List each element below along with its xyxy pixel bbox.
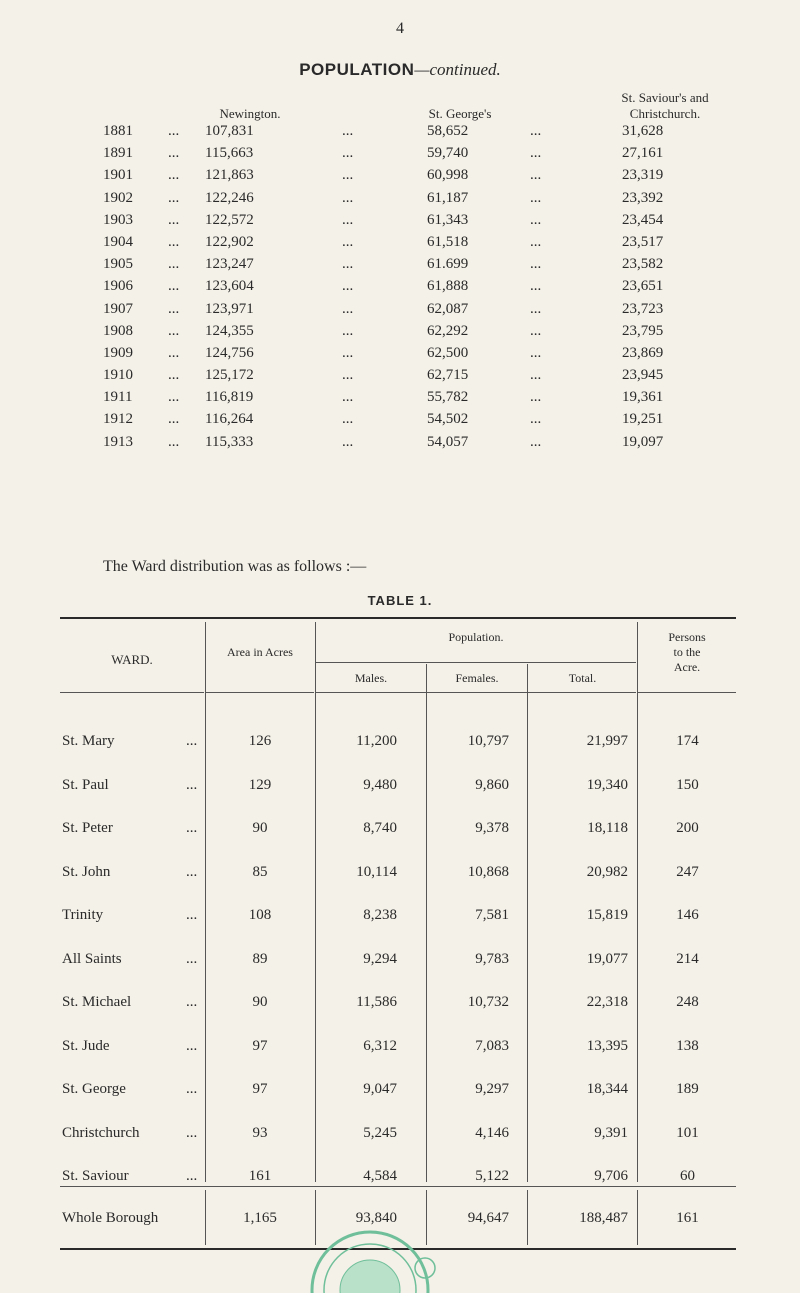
leader-dots: ... — [168, 256, 180, 273]
leader-dots: ... — [168, 211, 180, 228]
leader-dots: ... — [168, 300, 180, 317]
ward-persons: 247 — [676, 863, 699, 880]
ward-total: 19,340 — [586, 776, 628, 793]
ward-row — [0, 907, 800, 951]
leader-dots: ... — [530, 145, 542, 162]
ward-females: 10,732 — [467, 994, 509, 1010]
population-st-georges: 60,998 — [427, 167, 469, 184]
population-st-saviours: 19,361 — [622, 389, 664, 406]
population-st-georges: 62,715 — [427, 367, 469, 384]
ward-females: 9,783 — [475, 950, 509, 967]
ward-name: St. Saviour — [62, 1168, 129, 1184]
population-st-saviours: 23,651 — [622, 278, 664, 295]
th-persons-line3: Acre. — [673, 660, 701, 674]
population-year: 1909 — [103, 344, 133, 361]
ward-females: 10,797 — [467, 733, 509, 749]
leader-dots: ... — [168, 233, 180, 250]
ward-persons: 146 — [676, 907, 699, 923]
population-row — [0, 212, 800, 234]
population-st-georges: 62,500 — [427, 344, 469, 361]
population-st-georges: 58,652 — [427, 123, 469, 139]
th-total: Total. — [568, 671, 597, 685]
ward-name: St. John — [62, 863, 111, 880]
leader-dots: ... — [186, 907, 198, 923]
population-st-saviours: 23,454 — [622, 211, 664, 228]
ward-males: 8,238 — [363, 907, 397, 923]
leader-dots: ... — [342, 411, 354, 428]
ward-persons: 189 — [676, 1081, 699, 1097]
population-row — [0, 345, 800, 367]
population-st-saviours: 23,795 — [622, 322, 664, 339]
leader-dots: ... — [342, 123, 354, 139]
leader-dots: ... — [342, 322, 354, 339]
heading-main: POPULATION — [299, 60, 415, 79]
ward-females: 9,378 — [475, 820, 509, 836]
population-newington: 123,604 — [205, 278, 254, 295]
leader-dots: ... — [530, 322, 542, 339]
ward-total: 20,982 — [586, 863, 628, 880]
header-rule-ward — [60, 692, 204, 693]
ward-persons: 150 — [676, 776, 699, 793]
ward-row — [0, 1168, 800, 1212]
leader-dots: ... — [186, 1037, 198, 1054]
leader-dots: ... — [342, 189, 354, 206]
page-number: 4 — [396, 20, 404, 37]
ward-males: 4,584 — [363, 1168, 397, 1184]
leader-dots: ... — [168, 278, 180, 295]
population-st-saviours: 23,517 — [622, 233, 664, 250]
population-row — [0, 323, 800, 345]
leader-dots: ... — [342, 233, 354, 250]
ward-total: 15,819 — [586, 907, 628, 923]
col-head-st-saviours-line2: Christchurch. — [629, 106, 701, 121]
leader-dots: ... — [530, 211, 542, 228]
header-rule-persons — [638, 692, 736, 693]
ward-total: 18,118 — [587, 820, 628, 836]
th-persons-line2: to the — [673, 645, 701, 659]
ward-area: 129 — [248, 776, 272, 793]
header-rule-area — [206, 692, 314, 693]
population-row — [0, 389, 800, 411]
leader-dots: ... — [342, 278, 354, 295]
population-st-saviours: 23,945 — [622, 367, 664, 384]
ward-persons: 174 — [676, 733, 699, 749]
ward-persons: 101 — [676, 1124, 699, 1141]
population-newington: 125,172 — [205, 367, 254, 384]
th-males: Males. — [354, 671, 388, 685]
ward-males: 8,740 — [363, 820, 397, 836]
ward-males: 11,586 — [356, 994, 397, 1010]
total-females: 94,647 — [467, 1210, 509, 1226]
table-title: TABLE 1. — [367, 593, 433, 608]
th-persons — [638, 630, 736, 675]
ward-area: 126 — [248, 733, 272, 749]
ward-name: St. Mary — [62, 733, 115, 749]
population-table — [0, 123, 800, 456]
leader-dots: ... — [342, 344, 354, 361]
leader-dots: ... — [186, 733, 198, 749]
leader-dots: ... — [530, 233, 542, 250]
th-females: Females. — [455, 671, 499, 685]
ward-row — [0, 864, 800, 908]
population-year: 1907 — [103, 300, 133, 317]
population-st-saviours: 31,628 — [622, 123, 664, 139]
ward-area: 108 — [248, 907, 272, 923]
ward-area: 90 — [252, 994, 268, 1010]
leader-dots: ... — [186, 1168, 198, 1184]
population-year: 1901 — [103, 167, 133, 184]
col-head-st-georges: St. George's — [428, 106, 492, 121]
population-row — [0, 167, 800, 189]
leader-dots: ... — [342, 167, 354, 184]
leader-dots: ... — [530, 300, 542, 317]
ward-females: 7,581 — [475, 907, 509, 923]
leader-dots: ... — [168, 123, 180, 139]
population-newington: 123,247 — [205, 256, 254, 273]
population-row — [0, 123, 800, 145]
leader-dots: ... — [168, 145, 180, 162]
population-row — [0, 190, 800, 212]
ward-total: 21,997 — [586, 733, 628, 749]
ward-persons: 138 — [676, 1037, 699, 1054]
col-head-st-saviours-line1: St. Saviour's and — [621, 90, 709, 105]
col-head-newington: Newington. — [219, 106, 281, 121]
col-head-st-saviours — [590, 90, 740, 122]
population-row — [0, 411, 800, 433]
ward-row — [0, 1038, 800, 1082]
ward-females: 10,868 — [467, 863, 509, 880]
leader-dots: ... — [342, 256, 354, 273]
ward-persons: 214 — [676, 950, 699, 967]
population-st-saviours: 23,582 — [622, 256, 664, 273]
population-st-georges: 62,087 — [427, 300, 469, 317]
population-st-saviours: 23,723 — [622, 300, 664, 317]
ward-total: 18,344 — [586, 1081, 628, 1097]
ward-name: St. Paul — [62, 776, 109, 793]
population-st-georges: 61,518 — [427, 233, 469, 250]
population-year: 1905 — [103, 256, 133, 273]
population-newington: 122,902 — [205, 233, 254, 250]
leader-dots: ... — [342, 145, 354, 162]
population-newington: 124,355 — [205, 322, 254, 339]
population-year: 1912 — [103, 411, 133, 428]
population-st-georges: 61,187 — [427, 189, 469, 206]
leader-dots: ... — [186, 1124, 198, 1141]
ward-males: 11,200 — [356, 733, 397, 749]
ward-males: 9,047 — [363, 1081, 397, 1097]
population-st-saviours: 23,319 — [622, 167, 664, 184]
ward-total: 9,391 — [594, 1124, 628, 1141]
ward-area: 89 — [252, 950, 268, 967]
ward-area: 85 — [252, 863, 268, 880]
total-area: 1,165 — [243, 1210, 277, 1226]
leader-dots: ... — [186, 994, 198, 1010]
population-year: 1902 — [103, 189, 133, 206]
total-total: 188,487 — [579, 1210, 628, 1226]
ward-name: St. Michael — [62, 994, 132, 1010]
page-heading — [0, 60, 800, 80]
ward-males: 9,294 — [363, 950, 397, 967]
leader-dots: ... — [168, 344, 180, 361]
population-st-georges: 61,888 — [427, 278, 469, 295]
heading-continued: —continued. — [414, 60, 501, 79]
intro-text: The Ward distribution was as follows :— — [103, 558, 367, 575]
population-row — [0, 367, 800, 389]
leader-dots: ... — [342, 433, 354, 450]
ward-females: 7,083 — [475, 1037, 509, 1054]
population-st-georges: 54,502 — [427, 411, 469, 428]
population-st-saviours: 23,392 — [622, 189, 664, 206]
ward-males: 6,312 — [363, 1037, 397, 1054]
population-st-georges: 62,292 — [427, 322, 469, 339]
leader-dots: ... — [168, 433, 180, 450]
population-row — [0, 301, 800, 323]
th-ward: WARD. — [111, 652, 153, 667]
th-area: Area in Acres — [227, 645, 293, 659]
population-newington: 122,246 — [205, 189, 254, 206]
population-st-saviours: 19,097 — [622, 433, 664, 450]
leader-dots: ... — [168, 389, 180, 406]
population-newington: 115,663 — [205, 145, 254, 162]
population-row — [0, 145, 800, 167]
ward-females: 5,122 — [475, 1168, 509, 1184]
ward-total: 22,318 — [586, 994, 628, 1010]
population-subhead-rule — [316, 662, 636, 663]
population-newington: 123,971 — [205, 300, 254, 317]
population-year: 1908 — [103, 322, 133, 339]
ward-males: 5,245 — [363, 1124, 397, 1141]
leader-dots: ... — [168, 167, 180, 184]
leader-dots: ... — [530, 123, 542, 139]
population-newington: 122,572 — [205, 211, 254, 228]
ward-row — [0, 951, 800, 995]
ward-area: 90 — [252, 820, 268, 836]
ward-name: All Saints — [62, 950, 122, 967]
population-newington: 116,819 — [205, 389, 254, 406]
ward-name: St. George — [62, 1081, 126, 1097]
th-persons-line1: Persons — [668, 630, 706, 644]
population-year: 1891 — [103, 145, 133, 162]
ward-total: 19,077 — [586, 950, 628, 967]
ward-total: 9,706 — [594, 1168, 628, 1184]
population-st-saviours: 27,161 — [622, 145, 664, 162]
leader-dots: ... — [530, 411, 542, 428]
population-st-georges: 61,343 — [427, 211, 469, 228]
table-top-rule — [60, 617, 736, 619]
ward-total: 13,395 — [586, 1037, 628, 1054]
header-rule-pop — [316, 692, 636, 693]
ward-area: 161 — [248, 1168, 272, 1184]
leader-dots: ... — [186, 863, 198, 880]
population-st-georges: 61.699 — [427, 256, 469, 273]
ward-name: Trinity — [62, 907, 104, 923]
leader-dots: ... — [168, 189, 180, 206]
population-st-georges: 59,740 — [427, 145, 469, 162]
total-males: 93,840 — [355, 1210, 397, 1226]
library-stamp-icon — [300, 1228, 440, 1293]
leader-dots: ... — [342, 211, 354, 228]
leader-dots: ... — [168, 367, 180, 384]
leader-dots: ... — [530, 389, 542, 406]
leader-dots: ... — [530, 433, 542, 450]
population-row — [0, 434, 800, 456]
total-ward: Whole Borough — [62, 1210, 159, 1226]
leader-dots: ... — [342, 367, 354, 384]
leader-dots: ... — [530, 344, 542, 361]
leader-dots: ... — [168, 411, 180, 428]
th-population: Population. — [448, 630, 504, 644]
population-year: 1913 — [103, 433, 133, 450]
ward-row — [0, 1125, 800, 1169]
population-st-saviours: 19,251 — [622, 411, 664, 428]
total-persons: 161 — [676, 1210, 699, 1226]
ward-persons: 200 — [676, 820, 699, 836]
population-newington: 124,756 — [205, 344, 254, 361]
leader-dots: ... — [186, 820, 198, 836]
leader-dots: ... — [186, 950, 198, 967]
population-year: 1911 — [103, 389, 133, 406]
population-st-georges: 55,782 — [427, 389, 469, 406]
ward-area: 97 — [252, 1037, 268, 1054]
leader-dots: ... — [168, 322, 180, 339]
ward-row — [0, 994, 800, 1038]
population-year: 1881 — [103, 123, 133, 139]
population-row — [0, 234, 800, 256]
ward-row — [0, 820, 800, 864]
population-year: 1903 — [103, 211, 133, 228]
leader-dots: ... — [186, 1081, 198, 1097]
leader-dots: ... — [186, 776, 198, 793]
population-row — [0, 278, 800, 300]
ward-row — [0, 733, 800, 777]
leader-dots: ... — [530, 167, 542, 184]
leader-dots: ... — [530, 367, 542, 384]
ward-females: 4,146 — [475, 1124, 509, 1141]
leader-dots: ... — [530, 256, 542, 273]
leader-dots: ... — [530, 278, 542, 295]
population-row — [0, 256, 800, 278]
population-year: 1910 — [103, 367, 133, 384]
ward-row — [0, 777, 800, 821]
population-newington: 107,831 — [205, 123, 254, 139]
ward-area: 97 — [252, 1081, 268, 1097]
ward-row — [0, 1081, 800, 1125]
population-newington: 121,863 — [205, 167, 254, 184]
ward-females: 9,297 — [475, 1081, 509, 1097]
population-newington: 116,264 — [205, 411, 254, 428]
population-year: 1904 — [103, 233, 133, 250]
leader-dots: ... — [342, 300, 354, 317]
ward-males: 10,114 — [356, 863, 397, 880]
ward-name: St. Jude — [62, 1037, 110, 1054]
ward-area: 93 — [252, 1124, 268, 1141]
ward-persons: 60 — [680, 1168, 695, 1184]
ward-females: 9,860 — [475, 776, 509, 793]
leader-dots: ... — [530, 189, 542, 206]
population-st-georges: 54,057 — [427, 433, 469, 450]
ward-name: St. Peter — [62, 820, 113, 836]
population-newington: 115,333 — [205, 433, 254, 450]
ward-males: 9,480 — [363, 776, 397, 793]
population-year: 1906 — [103, 278, 133, 295]
leader-dots: ... — [342, 389, 354, 406]
ward-persons: 248 — [676, 994, 699, 1010]
ward-name: Christchurch — [62, 1124, 140, 1141]
population-st-saviours: 23,869 — [622, 344, 664, 361]
